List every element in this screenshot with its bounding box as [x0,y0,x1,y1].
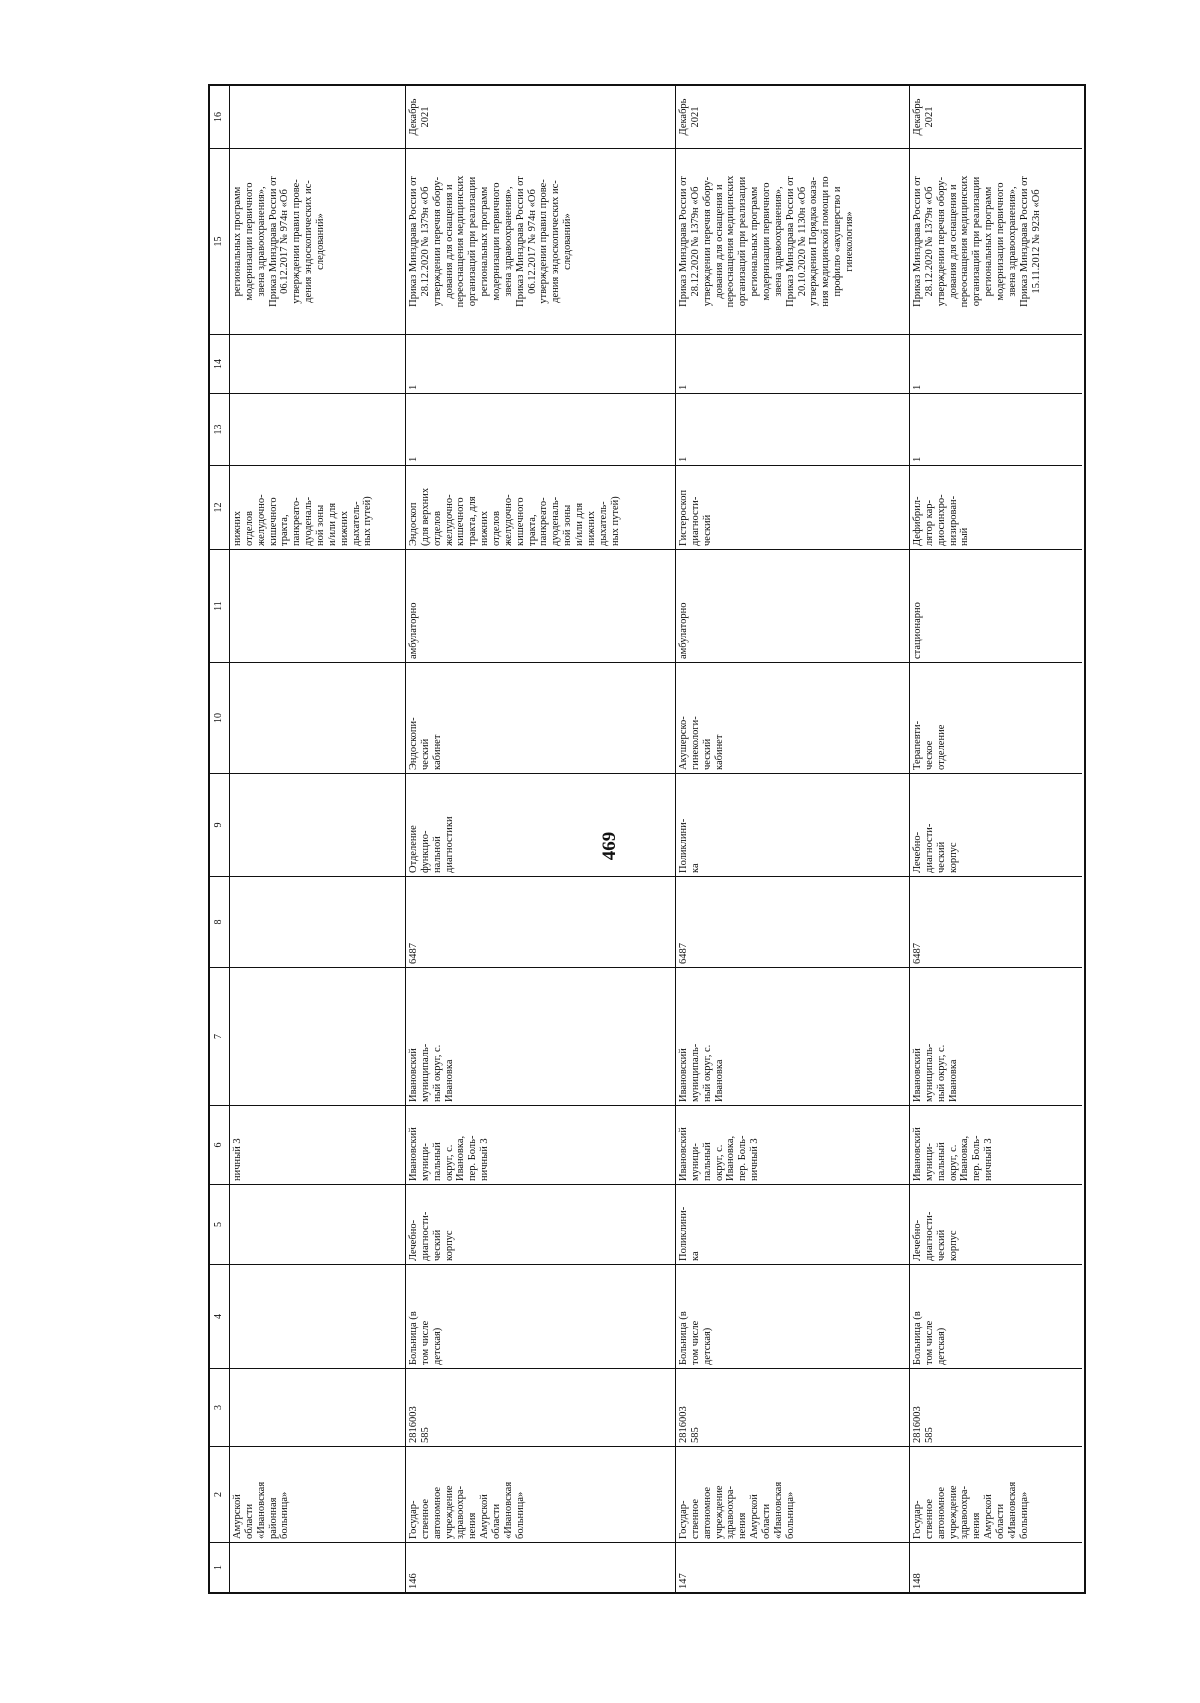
locality-cell: Ивановский муниципаль- ный округ, с. Ивановка [676,967,909,1105]
unit-cell: Терапевти- ческое отделение [910,662,1082,773]
column-number: 7 [210,967,229,1105]
address-cell: Ивановский муници- пальный округ, с. Ивановка, пер. Боль- ничный 3 [676,1105,909,1184]
address-cell: ничный 3 [230,1105,405,1184]
column-number: 6 [210,1105,229,1184]
population-cell: 6487 [676,876,909,967]
address-cell: Ивановский муници- пальный округ, с. Ивановка, пер. Боль- ничный 3 [406,1105,675,1184]
column-number: 3 [210,1368,229,1446]
equipment-cell: Гистероскоп диагности- ческий [676,465,909,549]
facility-type-cell: Больница (в том числе детская) [676,1264,909,1368]
equipment-table [208,84,1086,1594]
column-number: 15 [210,148,229,334]
unit-cell [230,662,405,773]
facility-type-cell: Больница (в том числе детская) [910,1264,1082,1368]
table-row [676,86,910,1592]
column-number: 5 [210,1184,229,1264]
rotated-table-body [210,86,1084,1592]
inn-cell: 2816003 585 [910,1368,1082,1446]
inn-cell: 2816003 585 [406,1368,675,1446]
column-number: 10 [210,662,229,773]
population-cell: 6487 [406,876,675,967]
column-number-row [210,86,230,1592]
deadline-cell: Декабрь 2021 [912,98,935,136]
quantity-cell: 1 [406,393,675,465]
unit-cell: Акушерско- гинекологи- ческий кабинет [676,662,909,773]
equipment-cell: Эндоскоп (для верхних отделов желудочно- кишечного тракта, для нижних отделов желудочно- кишечного тракта, панкреато- дуоденаль- ной зоны и/или для нижних дыхатель- ных путей) [406,465,675,549]
inn-cell: 2816003 585 [676,1368,909,1446]
building-cell [230,1184,405,1264]
row-number-cell: 148 [910,1542,1082,1592]
quantity-cell: 1 [910,334,1082,393]
population-cell [230,876,405,967]
department-cell [230,773,405,876]
locality-cell: Ивановский муниципаль- ный округ, с. Ивановка [910,967,1082,1105]
row-number-cell: 146 [406,1542,675,1592]
row-number-cell: 147 [676,1542,909,1592]
locality-cell [230,967,405,1105]
population-cell: 6487 [910,876,1082,967]
deadline-cell: Декабрь 2021 [678,98,701,136]
column-number: 2 [210,1446,229,1542]
organization-name-cell: Государ- ственное автономное учреждение здравоохра- нения Амурской области «Ивановская больница» [910,1446,1082,1542]
legal-basis-cell: региональных программ модернизации первичного звена здравоохранения», Приказ Минздрава России от 06.12.2017 № 974н «Об утверждении правил прове- дения эндоскопических ис- следований» [230,148,405,334]
organization-name-cell: Государ- ственное автономное учреждение здравоохра- нения Амурской области «Ивановская больница» [676,1446,909,1542]
quantity-cell: 1 [910,393,1082,465]
table-row [230,86,406,1592]
deadline-cell [230,86,405,148]
facility-type-cell [230,1264,405,1368]
column-number: 11 [210,549,229,662]
care-form-cell: стационарно [910,549,1082,662]
table-row [910,86,1082,1592]
building-cell: Поликлини- ка [676,1184,909,1264]
quantity-cell [230,334,405,393]
care-form-cell: амбулаторно [676,549,909,662]
building-cell: Лечебно- диагности- ческий корпус [406,1184,675,1264]
legal-basis-cell: Приказ Минздрава России от 28.12.2020 № 1379н «Об утверждении перечня обору- дования для оснащения и переоснащения медицинских организаций при реализации региональных программ модернизации первичного звена здравоохранения», Приказ Минздрава России от 15.11.2012 № 923н «Об [910,148,1082,334]
department-cell: Поликлини- ка [676,773,909,876]
care-form-cell: амбулаторно [406,549,675,662]
quantity-cell: 1 [676,393,909,465]
care-form-cell [230,549,405,662]
unit-cell: Эндоскопи- ческий кабинет [406,662,675,773]
column-number: 8 [210,876,229,967]
column-number: 13 [210,393,229,465]
column-number: 9 [210,773,229,876]
locality-cell: Ивановский муниципаль- ный округ, с. Ивановка [406,967,675,1105]
page-number: 469 [599,831,620,861]
deadline-cell: Декабрь 2021 [408,98,431,136]
building-cell: Лечебно- диагности- ческий корпус [910,1184,1082,1264]
legal-basis-cell: Приказ Минздрава России от 28.12.2020 № 1379н «Об утверждении перечня обору- дования для оснащения и переоснащения медицинских организаций при реализации региональных программ модернизации первичного звена здравоохранения», Приказ Минздрава России от 20.10.2020 № 1130н «Об утверждении Порядка оказа- ния медицинской помощи по профилю «акушерство и гинекология» [676,148,909,334]
department-cell: Лечебно- диагности- ческий корпус [910,773,1082,876]
organization-name-cell: Амурской области «Ивановская районная больница» [230,1446,405,1542]
quantity-cell: 1 [406,334,675,393]
facility-type-cell: Больница (в том числе детская) [406,1264,675,1368]
column-number: 16 [213,112,224,122]
column-number: 4 [210,1264,229,1368]
equipment-cell: Дефибрил- лятор кар- диосинхро- низирован- ный [910,465,1082,549]
quantity-cell [230,393,405,465]
row-number-cell [230,1542,405,1592]
column-number: 1 [210,1542,229,1592]
quantity-cell: 1 [676,334,909,393]
inn-cell [230,1368,405,1446]
department-cell: Отделение функцио- нальной диагностики [406,773,675,876]
equipment-cell: нижних отделов желудочно- кишечного тракта, панкреато- дуоденаль- ной зоны и/или для нижних дыхатель- ных путей) [230,465,405,549]
legal-basis-cell: Приказ Минздрава России от 28.12.2020 № 1379н «Об утверждении перечня обору- дования для оснащения и переоснащения медицинских организаций при реализации региональных программ модернизации первичного звена здравоохранения», Приказ Минздрава России от 06.12.2017 № 974н «Об утверждении правил прове- дения эндоскопических ис- следований» [406,148,675,334]
column-number: 14 [210,334,229,393]
address-cell: Ивановский муници- пальный округ, с. Ивановка, пер. Боль- ничный 3 [910,1105,1082,1184]
organization-name-cell: Государ- ственное автономное учреждение здравоохра- нения Амурской области «Ивановская больница» [406,1446,675,1542]
table-row [406,86,676,1592]
column-number: 12 [210,465,229,549]
